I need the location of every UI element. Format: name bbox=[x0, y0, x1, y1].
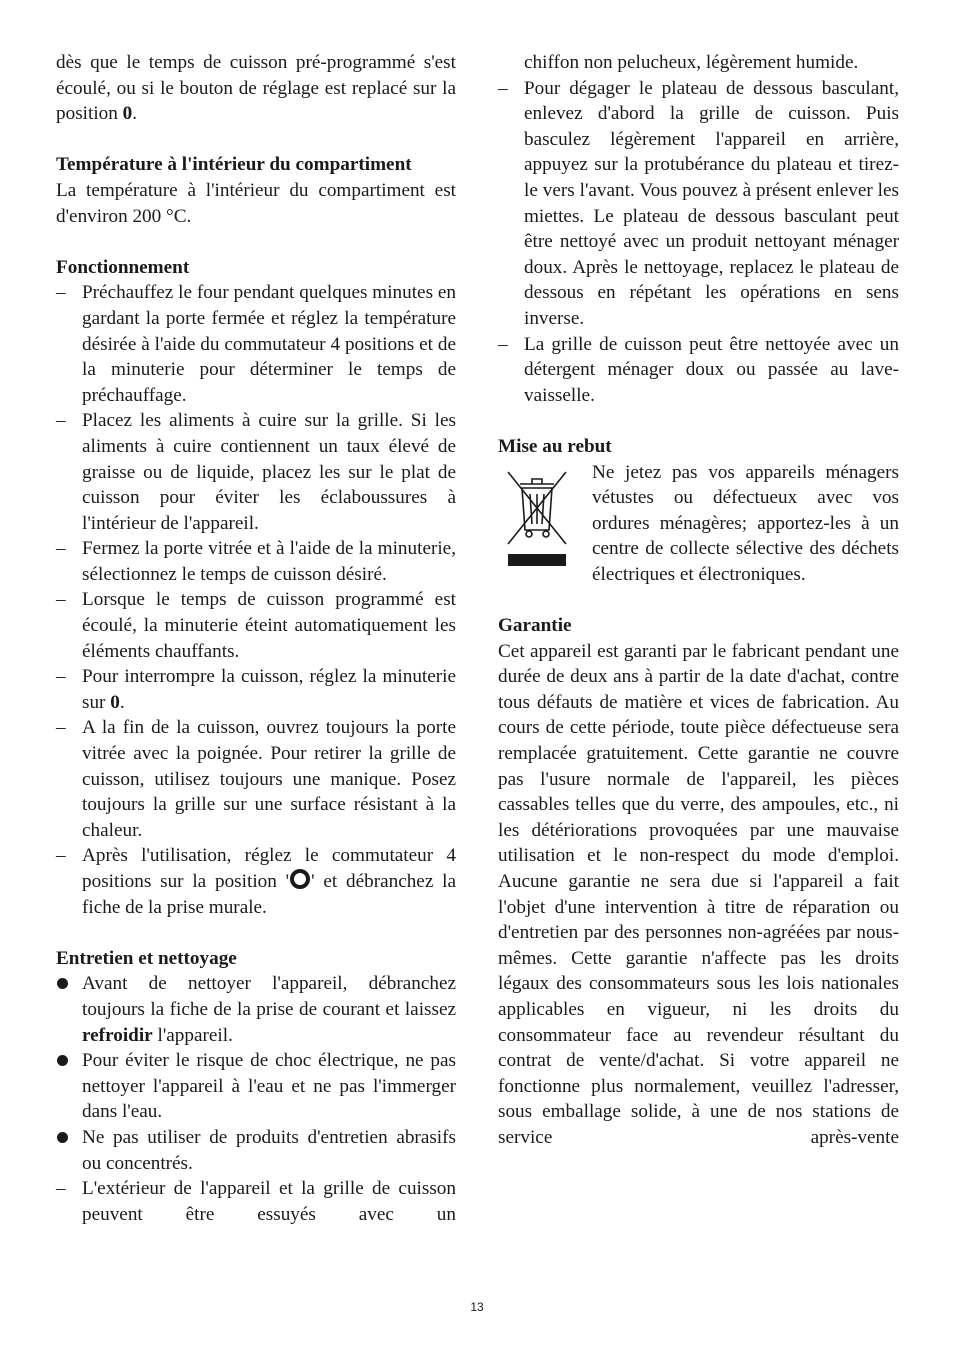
list-item bbox=[56, 1125, 456, 1176]
dash-marker: – bbox=[56, 589, 66, 611]
dash-marker: – bbox=[498, 77, 508, 99]
item-text: Fermez la porte vitrée et à l'aide de la minuterie, sélectionnez le temps de cuisson désiré. bbox=[82, 538, 456, 585]
intro-end: . bbox=[132, 103, 138, 125]
list-item bbox=[498, 76, 899, 332]
item-text: Pour éviter le risque de choc électrique, ne pas nettoyer l'appareil à l'eau et ne pas l'immerger dans l'eau. bbox=[82, 1050, 456, 1123]
item-bold: refroidir bbox=[82, 1024, 153, 1046]
nettoyage-list bbox=[498, 76, 899, 409]
dash-marker: – bbox=[56, 1178, 66, 1200]
item-text: Pour dégager le plateau de dessous basculant, enlevez d'abord la grille de cuisson. Puis basculez légèrement l'appareil en arrière, appuyez sur la protubérance du plateau et tirez-le vers l'avant. Vous pouvez à présent enlever les miettes. Le plateau de dessous basculant peut être nettoyé avec un produit nettoyant ménager doux. Après le nettoyage, replacez le plateau de dessous en répétant les opérations en sens inverse. bbox=[524, 77, 899, 329]
item-bold: 0 bbox=[110, 691, 120, 713]
continued-item-text: chiffon non pelucheux, légèrement humide. bbox=[524, 52, 859, 73]
temp-text: La température à l'intérieur du compartiment est d'environ 200 °C. bbox=[56, 179, 456, 227]
list-item bbox=[56, 1176, 456, 1227]
page-number: 13 bbox=[470, 1300, 484, 1314]
fonctionnement-heading: Fonctionnement bbox=[56, 256, 190, 278]
garantie-heading: Garantie bbox=[498, 615, 572, 637]
dash-marker: – bbox=[56, 282, 66, 304]
list-item bbox=[56, 280, 456, 408]
list-item bbox=[56, 715, 456, 843]
dash-marker: – bbox=[56, 538, 66, 560]
entretien-heading: Entretien et nettoyage bbox=[56, 947, 237, 969]
intro-bold: 0 bbox=[122, 103, 133, 125]
dash-marker: – bbox=[56, 666, 66, 688]
dash-marker: – bbox=[56, 410, 66, 432]
item-end: l'appareil. bbox=[152, 1024, 233, 1046]
left-column bbox=[56, 50, 456, 1227]
list-item bbox=[56, 536, 456, 587]
bullet-icon bbox=[57, 978, 68, 989]
dash-marker: – bbox=[56, 845, 66, 867]
circle-position-icon bbox=[290, 869, 310, 889]
dash-marker: – bbox=[498, 333, 508, 355]
item-text-end: ' et débranchez la fiche de la prise murale. bbox=[82, 871, 456, 918]
item-text: La grille de cuisson peut être nettoyée avec un détergent ménager doux ou passée au lave-vaisselle. bbox=[524, 333, 899, 406]
fonctionnement-list bbox=[56, 280, 456, 920]
item-text: Préchauffez le four pendant quelques minutes en gardant la porte fermée et réglez la température désirée à l'aide du commutateur 4 positions et de la minuterie pour déterminer le temps de préchauffage. bbox=[82, 282, 456, 406]
list-item bbox=[56, 408, 456, 536]
list-item bbox=[498, 332, 899, 409]
list-item bbox=[56, 971, 456, 1048]
item-text: L'extérieur de l'appareil et la grille de cuisson peuvent être essuyés avec un bbox=[82, 1178, 456, 1225]
list-item bbox=[56, 587, 456, 664]
entretien-list bbox=[56, 971, 456, 1227]
item-text: Placez les aliments à cuire sur la grille. Si les aliments à cuire contiennent un taux élevé de graisse ou de liquide, placez les sur le plat de cuisson pour éviter les éclaboussures à l'intérieur de l'appareil. bbox=[82, 410, 456, 534]
item-text: Avant de nettoyer l'appareil, débranchez toujours la fiche de la prise de courant et laissez bbox=[82, 973, 456, 1020]
bullet-icon bbox=[57, 1055, 68, 1066]
item-text: Ne pas utiliser de produits d'entretien abrasifs ou concentrés. bbox=[82, 1126, 456, 1174]
list-item bbox=[56, 664, 456, 715]
intro-paragraph bbox=[56, 50, 456, 127]
item-text: A la fin de la cuisson, ouvrez toujours la porte vitrée avec la poignée. Pour retirer la grille de cuisson, utilisez toujours une manique. Posez toujours la grille sur une surface résistant à la chaleur. bbox=[82, 717, 456, 841]
dash-marker: – bbox=[56, 717, 66, 739]
item-text: Après l'utilisation, réglez le commutateur 4 positions sur la position ' bbox=[82, 845, 456, 892]
crossed-out-bin-icon bbox=[502, 464, 572, 570]
bullet-icon bbox=[57, 1132, 68, 1143]
rebut-heading: Mise au rebut bbox=[498, 435, 612, 457]
intro-text: dès que le temps de cuisson pré-programmé s'est écoulé, ou si le bouton de réglage est replacé sur la position bbox=[56, 52, 456, 125]
temp-heading: Température à l'intérieur du compartiment bbox=[56, 154, 412, 176]
item-text: Lorsque le temps de cuisson programmé est écoulé, la minuterie éteint automatiquement les éléments chauffants. bbox=[82, 589, 456, 662]
garantie-text: Cet appareil est garanti par le fabricant pendant une durée de deux ans à partir de la date d'achat, contre tous défauts de matière et vices de fabrication. Au cours de cette période, toute pièce défectueuse sera remplacée gratuitement. Cette garantie ne couvre pas l'usure normale de l'appareil, les pièces cassables telles que du verre, des ampoules, etc., ni les détériorations provoquées par une mauvaise utilisation et le non-respect du mode d'emploi. Aucune garantie ne sera due si l'appareil a fait l'objet d'une intervention à titre de réparation ou d'entretien par des personnes non-agréées par nous-mêmes. Cette garantie n'affecte pas les droits légaux des consommateurs sous les lois nationales applicables en vigueur, ni les droits du consommateur face au revendeur résultant du contrat de vente/d'achat. Si votre appareil ne fonctionne plus normalement, veuillez l'adresser, sous emballage solide, à une de nos stations de service après-vente bbox=[498, 640, 899, 1148]
rebut-text: Ne jetez pas vos appareils ménagers vétustes ou défectueux avec vos ordures ménagères; apportez-les à un centre de collecte sélective des déchets électriques et électroniques. bbox=[592, 461, 899, 585]
right-column bbox=[498, 50, 899, 1151]
list-item bbox=[56, 1048, 456, 1125]
item-text: Pour interrompre la cuisson, réglez la minuterie sur bbox=[82, 666, 456, 713]
rebut-section bbox=[498, 460, 899, 588]
list-item bbox=[56, 843, 456, 920]
item-end: . bbox=[119, 691, 125, 713]
